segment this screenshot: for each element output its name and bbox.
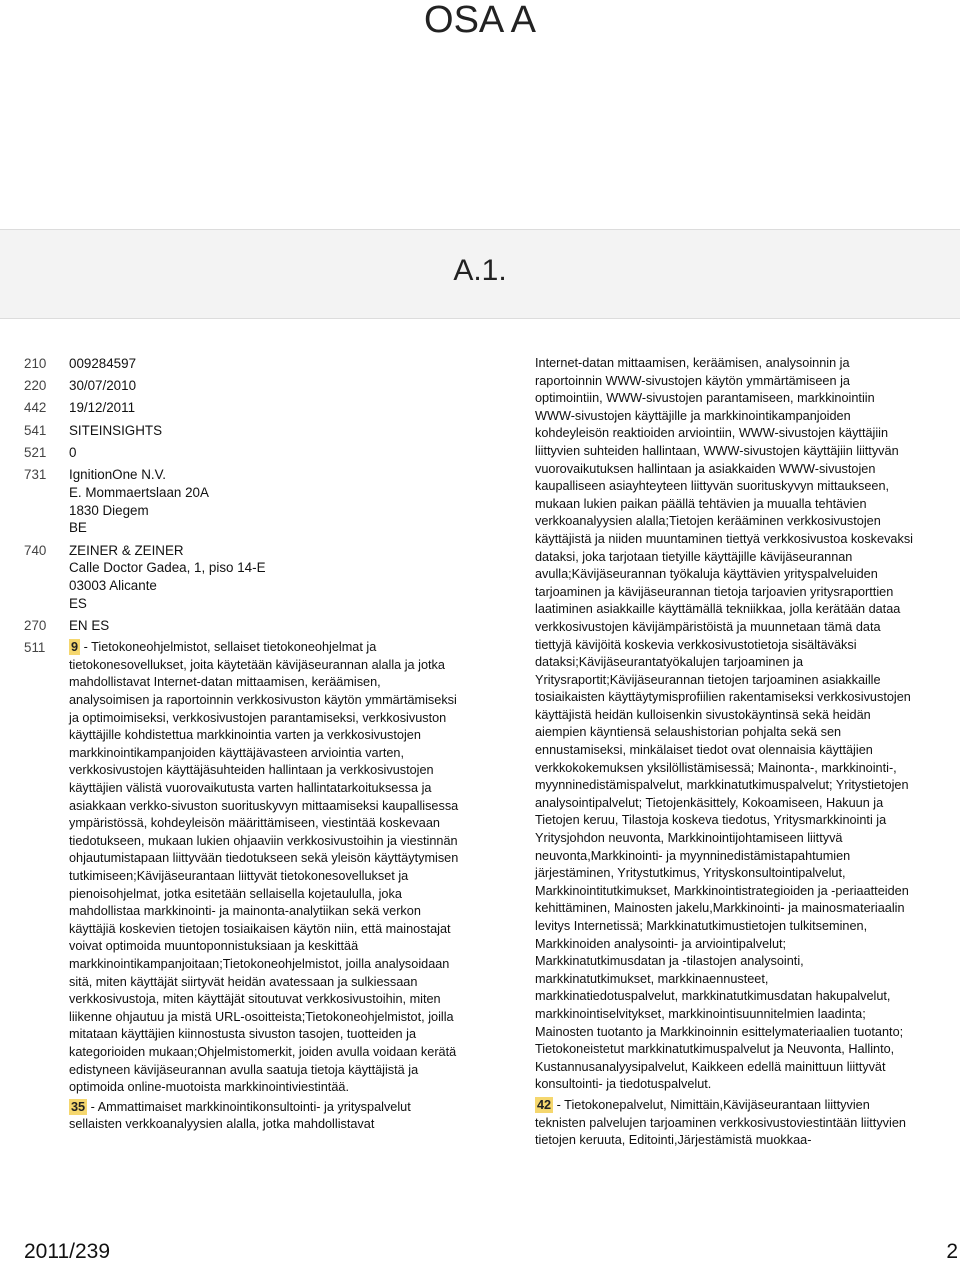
class-42-entry xyxy=(535,1097,915,1150)
class-number-badge: 9 xyxy=(71,640,79,655)
section-heading: A.1. xyxy=(453,254,507,287)
field-row-740 xyxy=(24,542,464,613)
class-35-continuation: Internet-datan mittaamisen, keräämisen, analysoinnin ja raportoinnin WWW-sivustojen käytön ymmärtämiseen ja optimointiin, WWW-sivustojen parantamiseen, markkinointiin WWW-sivustojen käyttäjille ja markkinointikampanjoiden kohdeyleisön reaktioiden arviointiin, WWW-sivustojen käyttäjiin liittyvien suhteiden hallintaan, WWW-sivustojen käyttäjiin liittyvän vuorovaikutuksen hallintaan ja asiakkaiden WWW-sivustojen kaupalliseen asiayhteyteen liittyvän suorituskyvyn mittaukseen, mukaan lukien paikan päällä tehtävien ja muualla tehtävien verkkoanalyysien alalla;Tietojen kerääminen verkkosivustojen käyttäjistä ja niiden muuntaminen tiettyä verkkosivustoa koskevaksi dataksi, joka tarjotaan tietyille käyttäjille kävijäseurannan avulla;Kävijäseurannan työkaluja käyttävien yrityspalveluiden tarjoaminen ja kävijäseurannan tietoja tarjoavien yritysraporttien laatiminen asiakkaille käyttämällä tekniikkaa, jolla kerätään dataa verkkosivustojen kävijämpäristöistä ja muunnetaan tämä data tiettyjä kävijöitä koskevia verkkosivustotietoja sisältäväksi dataksi;Kävijäseurantatyökalujen tarjoaminen ja Yritysraportit;Kävijäseurannan tietojen tarjoaminen asiakkaille tosiaikaisten käyttäytymisprofiilien rakentamiseksi verkkosivustojen käyttäjistä heidän kulloisenkin sivustokäyntinsä sekä heidän aiempien käyntiensä selaushistorian pohjalta sekä sen ennustamiseksi, minkälaiset tiedot ovat olennaisia käyttäjien verkkokokemuksen yksilöllistämisessä; Mainonta-, markkinointi-, myynninedistämispalvelut, markkinatutkimuspalvelut; Yritystietojen analysointipalvelut; Tietojenkäsittely, Kokoamiseen, Hakuun ja Tietojen keruu, Tilastoja koskeva tiedotus, Yritysmarkkinointi ja Yritysjohdon neuvonta, Markkinointijohtamiseen liittyvä neuvonta,Markkinointi- ja myynninedistämistapahtumien järjestäminen, Yritystutkimus, Yrityskonsultointipalvelut, Markkinointitutkimukset, Markkinointistrategioiden ja -periaatteiden kehittäminen, Mainosten jakelu,Markkinointi- ja mainosmateriaalin levitys Internetissä; Markkinatutkimustietojen tulkitseminen, Markkinoiden analysointi- ja arviointipalvelut; Markkinatutkimusdatan ja -tilastojen analysointi, markkinatutkimukset, markkinaennusteet, markkinatiedotuspalvelut, markkinatutkimusdatan hakupalvelut, markkinointiselvitykset, markkinointisuunnitelmien laadinta; Mainosten tuotanto ja Markkinoinnin esittelymateriaalien tuotanto; Tietokoneistetut markkinatutkimuspalvelut ja Neuvonta, Hallinto, Kustannusanalyysipalvelut, Kaikkeen edellä mainittuun liittyvät konsultointi- ja tiedotuspalvelut. xyxy=(535,356,913,1092)
field-row-220 xyxy=(24,377,464,395)
field-row-270 xyxy=(24,617,464,635)
page-number: 2 xyxy=(946,1240,958,1263)
field-row-521 xyxy=(24,444,464,462)
field-code: 511 xyxy=(24,640,46,656)
issue-number: 2011/239 xyxy=(24,1240,111,1263)
field-row-731 xyxy=(24,466,464,537)
class-42-text: - Tietokonepalvelut, Nimittäin,Kävijäseurantaan liittyvien teknisten palvelujen tarjoaminen verkkosivustoviestintään liittyvien tietojen keruuta, Editointi,Järjestämistä muokkaa- xyxy=(535,1097,906,1148)
goods-services-list xyxy=(69,639,464,1134)
field-code: 740 xyxy=(24,542,47,558)
class-35-entry xyxy=(69,1099,464,1134)
applicant-address: IgnitionOne N.V. E. Mommaertslaan 20A 1830 Diegem BE xyxy=(69,466,209,536)
field-code: 210 xyxy=(24,356,47,371)
field-code: 541 xyxy=(24,422,47,438)
field-code: 521 xyxy=(24,444,47,460)
field-row-541 xyxy=(24,422,464,440)
field-row-511 xyxy=(24,639,464,1134)
class-number-badge: 42 xyxy=(537,1097,552,1112)
page-title: OSA A xyxy=(424,0,536,41)
mark-text: SITEINSIGHTS xyxy=(69,422,163,438)
publication-date: 19/12/2011 xyxy=(69,400,136,416)
field-code: 220 xyxy=(24,378,47,394)
field-row-442 xyxy=(24,399,464,417)
class-9-text: - Tietokoneohjelmistot, sellaiset tietokoneohjelmat ja tietokonesovellukset, joita käytetään kävijäseurannan alalla ja jotka mahdollistavat Internet-datan mittaamisen, keräämisen, analysoimisen ja raportoinnin verkkosivuston käytön ymmärtämiseksi ja optimoimiseksi, verkkosivustojen parantamiseksi, verkkosivuston käyttäjille kohdistettua markkinointia varten ja verkkosivustojen markkinointikampanjoiden käyttäjävasteen arviointia varten, verkkosivustojen käyttäjäsuhteiden hallintaan ja verkkosivustojen käyttäjien välistä vuorovaikutusta varten hallintatarkoituksessa ja asiakkaan verkko-sivuston suorituskyvyn mittaamiseksi kaupallisessa ympäristössä, kohdeyleisön määrittämiseen, viestintää koskevaan tiedotukseen, mukaan lukien ohjaaviin verkkosivustoihin ja viestinnän ohjautumistapaan liittyvään tiedotukseen sekä yleisön käyttäytymisen tutkimiseen;Kävijäseurantaan liittyvät tietokonesovellukset ja pienoisohjelmat, jotka esitetään sellaisella kojetaululla, joka mahdollistaa markkinointi- ja mainonta-analytiikan sekä verkon käyttäjiä koskevien tietojen tosiaikaisen käytön niin, että mainostajat voivat optimoida muuntoponnistuksiaan ja keskittää markkinointikampanjoitaan;Tietokoneohjelmistot, joilla analysoidaan sitä, miten käyttäjät siirtyvät heidän avatessaan ja sulkiessaan verkkosivustoja, miten käyttäjät sitoutuvat verkkosivustoihin, miten liikenne ohjautuu ja mistä URL-osoitteista;Tietokoneohjelmistot, joilla mitataan käyttäjien kiinnostusta sivuston tasojen, tuotteiden ja kategorioiden mukaan;Ohjelmistomerkit, joiden avulla voidaan kerätä edistyneen kävijäseurannan avulla saatuja tietoja käyttäjistä ja optimoida online-muotoista markkinointiviestintää. xyxy=(69,640,459,1095)
representative-address: ZEINER & ZEINER Calle Doctor Gadea, 1, piso 14-E 03003 Alicante ES xyxy=(69,542,266,611)
field-code: 270 xyxy=(24,618,47,634)
field-value: 0 xyxy=(69,444,77,460)
class-number-badge: 35 xyxy=(71,1099,86,1114)
filing-date: 30/07/2010 xyxy=(69,378,137,394)
left-column xyxy=(24,355,464,1138)
languages: EN ES xyxy=(69,618,110,634)
field-code: 731 xyxy=(24,466,47,482)
class-35-text: - Ammattimaiset markkinointikonsultointi- ja yrityspalvelut sellaisten verkkoanalyysien alalla, jotka mahdollistavat xyxy=(69,1099,411,1132)
right-column xyxy=(535,355,915,1153)
field-code: 442 xyxy=(24,400,47,416)
filing-number: 009284597 xyxy=(69,356,137,371)
field-row-210 xyxy=(24,355,464,373)
class-9-entry xyxy=(69,639,464,1096)
